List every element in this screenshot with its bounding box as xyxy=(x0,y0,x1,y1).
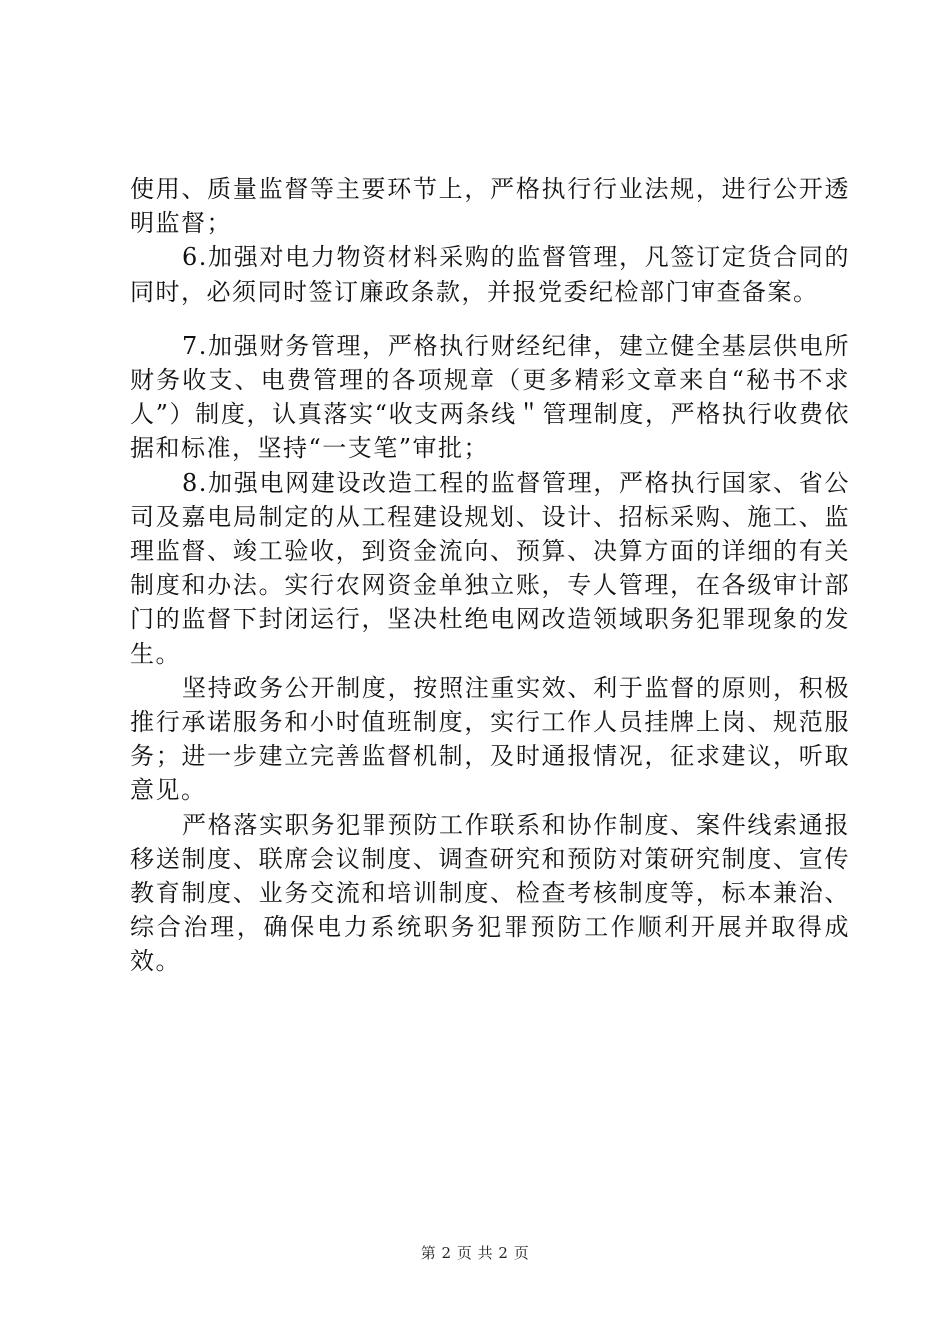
paragraph-item-7: 7.加强财务管理，严格执行财经纪律，建立健全基层供电所财务收支、电费管理的各项规章（更多精彩文章来自“秘书不求人”）制度，认真落实“收支两条线＂管理制度，严格执行收费依据和标准，坚持“一支笔”审批； xyxy=(130,331,850,463)
paragraph-prevention: 严格落实职务犯罪预防工作联系和协作制度、案件线索通报移送制度、联席会议制度、调查研究和预防对策研究制度、宣传教育制度、业务交流和培训制度、检查考核制度等，标本兼治、综合治理，确保电力系统职务犯罪预防工作顺利开展并取得成效。 xyxy=(130,810,850,976)
paragraph-item-6: 6.加强对电力物资材料采购的监督管理，凡签订定货合同的同时，必须同时签订廉政条款，并报党委纪检部门审查备案。 xyxy=(130,243,850,306)
paragraph-continuation: 使用、质量监督等主要环节上，严格执行行业法规，进行公开透明监督； xyxy=(130,175,850,238)
paragraph-item-8: 8.加强电网建设改造工程的监督管理，严格执行国家、省公司及嘉电局制定的从工程建设规划、设计、招标采购、施工、监理监督、竣工验收，到资金流向、预算、决算方面的详细的有关制度和办法。实行农网资金单独立账，专人管理，在各级审计部门的监督下封闭运行，坚决杜绝电网改造领域职务犯罪现象的发生。 xyxy=(130,468,850,668)
page-footer: 第 2 页 共 2 页 xyxy=(420,1244,530,1262)
paragraph-transparency: 坚持政务公开制度，按照注重实效、利于监督的原则，积极推行承诺服务和小时值班制度，实行工作人员挂牌上岗、规范服务；进一步建立完善监督机制，及时通报情况，征求建议，听取意见。 xyxy=(130,673,850,805)
document-body xyxy=(130,172,850,979)
